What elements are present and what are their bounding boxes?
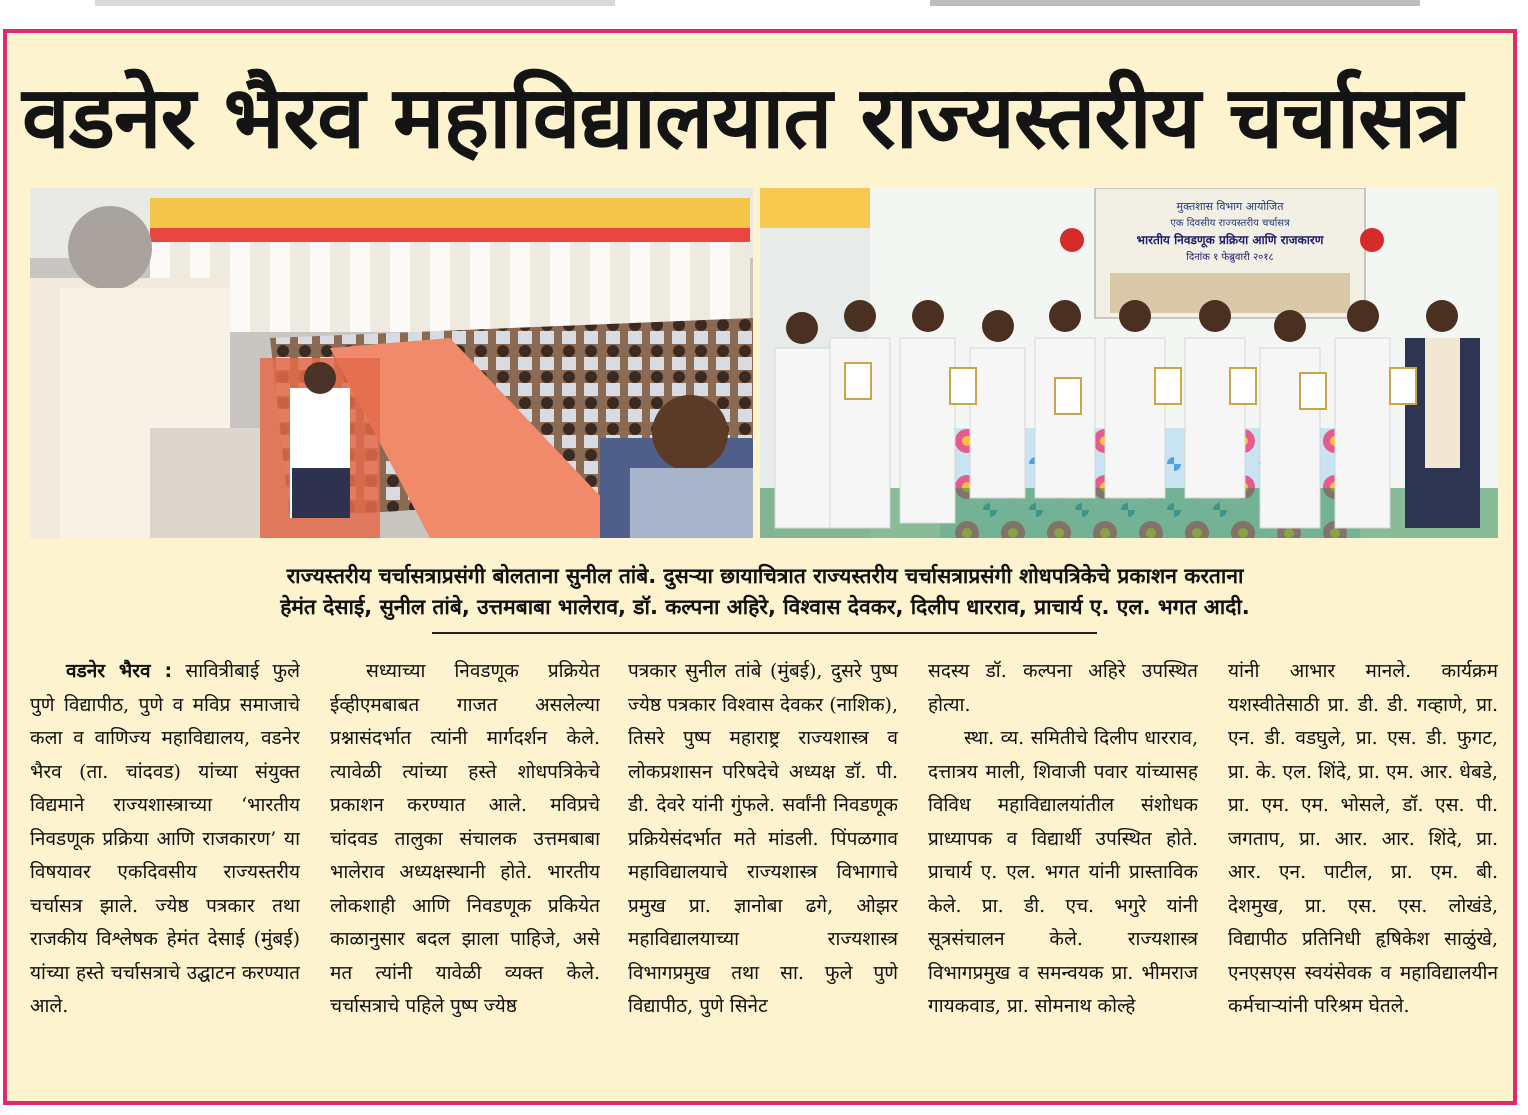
photo-caption-line-2: हेमंत देसाई, सुनील तांबे, उत्तमबाबा भालेराव, डॉ. कल्पना अहिरे, विश्वास देवकर, दिलीप धारराव, प्राचार्य ए. एल. भगत आदी. xyxy=(280,595,1250,619)
top-strip xyxy=(0,0,1528,26)
banner-line-4: दिनांक १ फेब्रुवारी २०१८ xyxy=(1186,252,1274,263)
column-2-text: सध्याच्या निवडणूक प्रक्रियेत ईव्हीएमबाबत गाजत असलेल्या प्रश्नासंदर्भात त्यांनी मार्गदर्शन केले. त्यावेळी त्यांच्या हस्ते शोधपत्रिकेचे प्रकाशन करण्यात आले. मविप्रचे चांदवड तालुका संचालक उत्तमबाबा भालेराव अध्यक्षस्थानी होते. भारतीय लोकशाही आणि निवडणूक प्रकियेत काळानुसार बदल झाला पाहिजे, असे मत त्यांनी यावेळी व्यक्त केले. चर्चासत्राचे पहिले पुष्प ज्येष्ठ xyxy=(330,660,600,1017)
article-column-4 xyxy=(928,655,1198,1095)
headline: वडनेर भैरव महाविद्यालयात राज्यस्तरीय चर्चासत्र xyxy=(22,68,1462,168)
column-5-text: यांनी आभार मानले. कार्यक्रम यशस्वीतेसाठी प्रा. डी. डी. गव्हाणे, प्रा. एन. डी. वडघुले, प्रा. एस. डी. फुगट, प्रा. के. एल. शिंदे, प्रा. एम. आर. धेबडे, प्रा. एम. एम. भोसले, डॉ. एस. पी. जगताप, प्रा. आर. आर. शिंदे, प्रा. आर. एन. पाटील, प्रा. एम. बी. देशमुख, प्रा. एस. एस. लोखंडे, विद्यापीठ प्रतिनिधी हृषिकेश साळुंखे, एनएसएस स्वयंसेवक व महाविद्यालयीन कर्मचाऱ्यांनी परिश्रम घेतले. xyxy=(1228,660,1498,1017)
caption-divider xyxy=(432,632,1097,634)
column-3-text: पत्रकार सुनील तांबे (मुंबई), दुसरे पुष्प ज्येष्ठ पत्रकार विश्वास देवकर (नाशिक), तिसरे पुष्प महाराष्ट्र राज्यशास्त्र व लोकप्रशासन परिषदेचे अध्यक्ष डॉ. पी. डी. देवरे यांनी गुंफले. सर्वांनी निवडणूक प्रक्रियेसंदर्भात मते मांडली. पिंपळगाव महाविद्यालयाचे राज्यशास्त्र विभागाचे प्रमुख प्रा. ज्ञानोबा ढगे, ओझर महाविद्यालयाच्या राज्यशास्त्र विभागप्रमुख तथा सा. फुले पुणे विद्यापीठ, पुणे सिनेट xyxy=(628,660,898,1017)
article-column-1 xyxy=(30,655,300,1095)
top-strip-text-fragment xyxy=(930,0,1420,6)
dateline: वडनेर भैरव : xyxy=(66,660,173,682)
photo-speaker-audience-illustration xyxy=(30,188,753,538)
banner-line-2: एक दिवसीय राज्यस्तरीय चर्चासत्र xyxy=(1170,218,1290,229)
article-column-5 xyxy=(1228,655,1498,1095)
top-strip-image-fragment xyxy=(95,0,615,6)
photo-journal-release-illustration xyxy=(760,188,1498,538)
column-4-text-b: स्था. व्य. समितीचे दिलीप धारराव, दत्तात्रय माली, शिवाजी पवार यांच्यासह विविध महाविद्यालयांतील संशोधक प्राध्यापक व विद्यार्थी उपस्थित होते. प्राचार्य ए. एल. भगत यांनी प्रास्ताविक केले. प्रा. डी. एच. भगुरे यांनी सूत्रसंचालन केले. राज्यशास्त्र विभागप्रमुख व समन्वयक प्रा. भीमराज गायकवाड, प्रा. सोमनाथ कोल्हे xyxy=(928,727,1198,1017)
banner-line-3: भारतीय निवडणूक प्रक्रिया आणि राजकारण xyxy=(1136,233,1324,247)
article-column-3 xyxy=(628,655,898,1095)
banner-line-1: मुक्तशास विभाग आयोजित xyxy=(1176,200,1284,213)
article-column-2 xyxy=(330,655,600,1095)
article-paragraph xyxy=(30,655,300,1024)
column-4-text-a: सदस्य डॉ. कल्पना अहिरे उपस्थित होत्या. xyxy=(928,660,1198,716)
photo-journal-release xyxy=(760,188,1498,538)
column-1-text: सावित्रीबाई फुले पुणे विद्यापीठ, पुणे व मविप्र समाजाचे कला व वाणिज्य महाविद्यालय, वडनेर भैरव (ता. चांदवड) यांच्या संयुक्त विद्यमाने राज्यशास्त्राच्या ‘भारतीय निवडणूक प्रक्रिया आणि राजकारण’ या विषयावर एकदिवसीय राज्यस्तरीय चर्चासत्र झाले. ज्येष्ठ पत्रकार तथा राजकीय विश्लेषक हेमंत देसाई (मुंबई) यांच्या हस्ते चर्चासत्राचे उद्घाटन करण्यात आले. xyxy=(30,660,300,1017)
photo-caption-line-1: राज्यस्तरीय चर्चासत्राप्रसंगी बोलताना सुनील तांबे. दुसऱ्या छायाचित्रात राज्यस्तरीय चर्चासत्राप्रसंगी शोधपत्रिकेचे प्रकाशन करताना xyxy=(286,564,1244,588)
photo-speaker-audience xyxy=(30,188,753,538)
